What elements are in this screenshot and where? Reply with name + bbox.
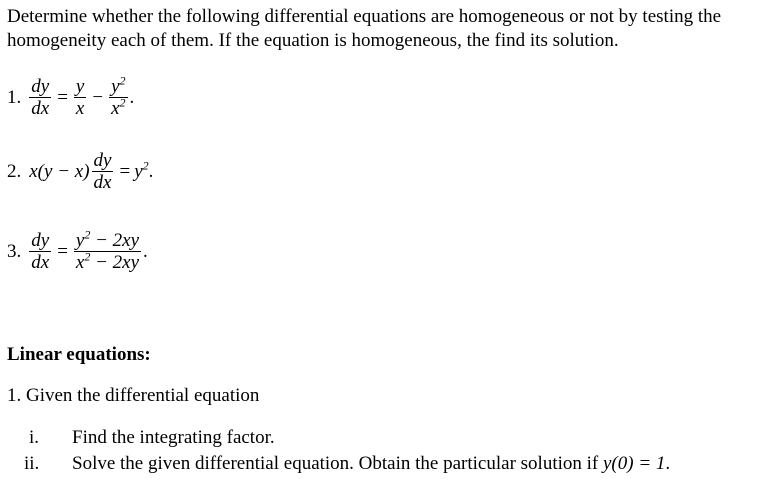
eq3-rhs-denominator <box>74 249 141 273</box>
eq1-term2-denominator <box>109 95 127 119</box>
initial-condition: y(0) = 1 <box>602 453 666 474</box>
intro-line-2: homogeneity each of them. If the equation is homogeneous, the find its solution. <box>7 30 619 51</box>
eq3-num-rest: − 2xy <box>90 230 140 251</box>
equation-2-lhs: x(y − x) <box>29 160 90 182</box>
period: . <box>129 86 135 108</box>
sub-item-ii-main: Solve the given differential equation. Obtain the particular solution if <box>72 453 603 474</box>
equals-sign: = <box>119 160 131 182</box>
sub-item-ii-text <box>72 453 670 475</box>
eq1-term1-denominator: x <box>75 98 85 119</box>
intro-line-1: Determine whether the following differential equations are homogeneous or not by testing the <box>7 6 722 27</box>
equation-2 <box>7 150 153 193</box>
sub-item-i-label: i. <box>29 427 40 448</box>
equation-1-lhs-fraction <box>29 76 51 119</box>
eq3-lhs-denominator: dx <box>31 252 50 273</box>
equation-3-number: 3. <box>7 240 22 262</box>
eq2-denominator: dx <box>93 172 112 193</box>
eq3-lhs-numerator: dy <box>31 230 50 251</box>
exponent: 2 <box>84 227 91 242</box>
eq3-rhs-numerator <box>74 227 141 251</box>
minus-sign: − <box>92 86 104 108</box>
eq2-numerator: dy <box>93 150 112 171</box>
eq1-lhs-denominator: dx <box>31 98 50 119</box>
equation-1-number: 1. <box>7 86 22 108</box>
exponent: 2 <box>119 95 126 110</box>
eq1-lhs-numerator: dy <box>31 76 50 97</box>
equation-3-lhs-fraction <box>29 230 51 273</box>
eq3-den-base: x <box>75 252 85 273</box>
equation-3-rhs-fraction <box>74 227 141 273</box>
equation-2-fraction <box>92 150 114 193</box>
eq1-term2-numerator <box>109 73 127 97</box>
eq1-term1-numerator: y <box>75 76 85 97</box>
eq1-term2-num-base: y <box>111 76 120 97</box>
equals-sign: = <box>57 86 68 108</box>
equation-1-term1-fraction <box>74 76 86 119</box>
equation-1-term2-fraction <box>109 73 127 119</box>
period: . <box>143 240 148 262</box>
eq1-term2-den-base: x <box>111 98 120 119</box>
sub-item-ii-label: ii. <box>24 453 40 474</box>
period: . <box>148 160 154 182</box>
equation-2-rhs <box>134 158 149 183</box>
equation-1 <box>7 73 135 119</box>
equation-3 <box>7 227 148 273</box>
equals-sign: = <box>57 240 68 262</box>
section-heading: Linear equations: <box>7 344 151 365</box>
exponent: 2 <box>142 158 149 173</box>
section-item-1: 1. Given the differential equation <box>7 385 260 406</box>
sub-item-i-text: Find the integrating factor. <box>72 427 275 448</box>
eq2-rhs-base: y <box>134 160 143 182</box>
eq3-den-rest: − 2xy <box>90 252 140 273</box>
period: . <box>665 453 671 474</box>
exponent: 2 <box>119 73 126 88</box>
eq3-num-base: y <box>75 230 85 251</box>
equation-2-number: 2. <box>7 160 22 182</box>
exponent: 2 <box>84 249 91 264</box>
